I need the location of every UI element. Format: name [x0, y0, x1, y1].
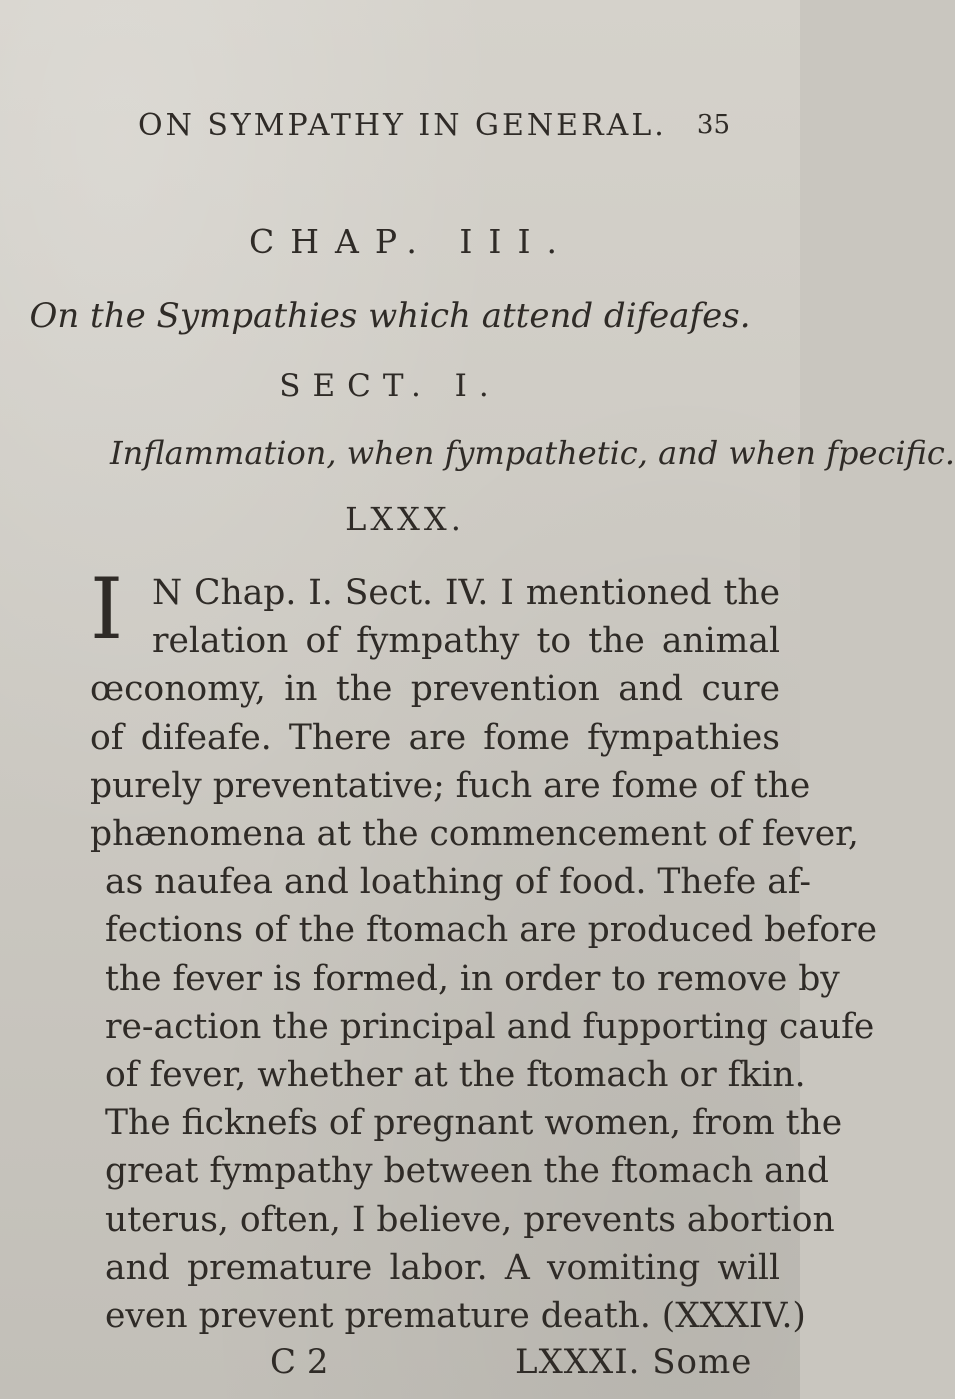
- text-line: The ficknefs of pregnant women, from the: [105, 1103, 843, 1144]
- page-number: 35: [696, 110, 730, 140]
- text-line: relation of fympathy to the animal: [152, 621, 780, 662]
- running-head-title: ON SYMPATHY IN GENERAL.: [138, 108, 667, 143]
- section-heading: SECT. I.: [279, 368, 501, 404]
- chapter-heading: CHAP. III.: [249, 222, 573, 261]
- text-line: of fever, whether at the ftomach or fkin.: [105, 1055, 806, 1095]
- catchword: LXXXI. Some: [515, 1342, 753, 1383]
- text-line: as naufea and loathing of food. Thefe af-: [105, 862, 811, 903]
- text-line: purely preventative; fuch are fome of the: [90, 765, 811, 806]
- text-line: even prevent premature death. (XXXIV.): [105, 1296, 806, 1336]
- text-line: great fympathy between the ftomach and: [105, 1151, 830, 1192]
- text-line: of difeafe. There are fome fympathies: [90, 717, 780, 758]
- paragraph-number: LXXX.: [345, 500, 465, 538]
- running-head: [138, 108, 730, 148]
- text-line: œconomy, in the prevention and cure: [90, 669, 780, 710]
- text-line: phænomena at the commencement of fever,: [90, 814, 859, 854]
- drop-cap: I: [90, 560, 124, 658]
- text-line: N Chap. I. Sect. IV. I mentioned the: [152, 573, 780, 613]
- text-line: fections of the ftomach are produced before: [105, 910, 878, 951]
- text-line: uterus, often, I believe, prevents abortion: [105, 1199, 835, 1240]
- text-line: the fever is formed, in order to remove by: [105, 958, 840, 999]
- chapter-title: On the Sympathies which attend difeafes.: [29, 296, 751, 336]
- text-line: and premature labor. A vomiting will: [105, 1247, 780, 1288]
- text-line: re-action the principal and fupporting caufe: [105, 1006, 875, 1047]
- section-title: Inflammation, when fympathetic, and when fpecific.: [110, 434, 955, 472]
- signature-mark: C 2: [270, 1342, 329, 1383]
